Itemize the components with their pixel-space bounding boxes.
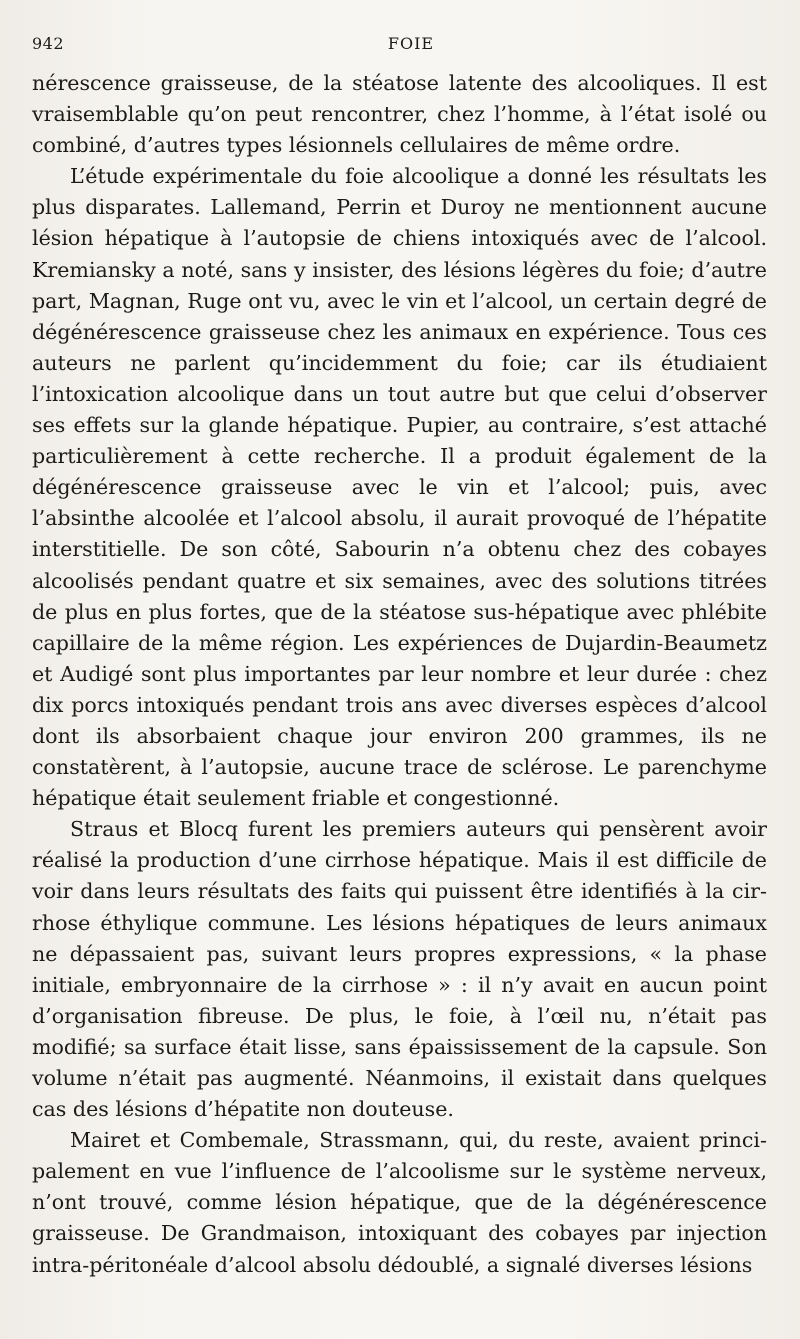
paragraph-mairet-combemale: Mairet et Combemale, Strassmann, qui, du reste, avaient principalement en vue l’influence de l’alcoolisme sur le système nerveux, n’ont trouvé, comme lésion hépatique, que de la dégénérescence graisseuse. De Grandmaison, intoxiquant des cobayes par injection intra-péritonéale d’alcool absolu dédoublé, a signalé diverses lésions bbox=[32, 1128, 767, 1277]
paragraph-experimental-study: L’étude expérimentale du foie alcoolique a donné les résultats les plus disparates. Lallemand, Perrin et Duroy ne mentionnent aucune lésion hépatique à l’autopsie de chiens intoxiqués avec de l’alcool. Kremiansky a noté, sans y insister, des lésions légères du foie; d’autre part, Magnan, Ruge ont vu, avec le vin et l’alcool, un certain degré de dégénérescence graisseuse chez les animaux en expérience. Tous ces auteurs ne parlent qu’incidemment du foie; car ils étudiaient l’intoxication alcoolique dans un tout autre but que celui d’observer ses effets sur la glande hépatique. Pupier, au contraire, s’est attaché particulièrement à cette recherche. Il a produit également de la dégénérescence graisseuse avec le vin et l’alcool; puis, avec l’absinthe alcoolée et l’alcool absolu, il aurait provoqué de l’hépatite interstitielle. De son côté, Sabourin n’a obtenu chez des cobayes alcoolisés pendant quatre et six semaines, avec des solutions titrées de plus en plus fortes, que de la stéatose sus-hépatique avec phlébite capillaire de la même région. Les expériences de Dujardin-Beaumetz et Audigé sont plus importantes par leur nombre et leur durée : chez dix porcs intoxiqués pendant trois ans avec diverses espèces d’alcool dont ils absorbaient chaque jour environ 200 grammes, ils ne constatèrent, à l’autopsie, aucune trace de sclérose. Le parenchyme hépatique était seulement friable et congestionné. bbox=[32, 164, 767, 811]
paragraph-continuation: nérescence graisseuse, de la stéatose latente des alcooliques. Il est vraisemblable qu’on peut rencontrer, chez l’homme, à l’état isolé ou combiné, d’autres types lésionnels cellulaires de même ordre. bbox=[32, 71, 767, 158]
paragraph-straus-blocq: Straus et Blocq furent les premiers auteurs qui pensèrent avoir réalisé la production d’une cirrhose hépatique. Mais il est difficile de voir dans leurs résultats des faits qui puissent être identifiés à la cirrhose éthylique commune. Les lésions hépatiques de leurs animaux ne dépassaient pas, suivant leurs propres expressions, « la phase initiale, embryonnaire de la cirrhose » : il n’y avait en aucun point d’organisation fibreuse. De plus, le foie, à l’œil nu, n’était pas modifié; sa surface était lisse, sans épaississement de la capsule. Son volume n’était pas augmenté. Néanmoins, il existait dans quelques cas des lésions d’hépatite non douteuse. bbox=[32, 817, 767, 1122]
page-header bbox=[32, 34, 760, 56]
running-head: FOIE bbox=[387, 34, 435, 53]
body-text bbox=[32, 68, 767, 1281]
page-number: 942 bbox=[32, 34, 65, 53]
